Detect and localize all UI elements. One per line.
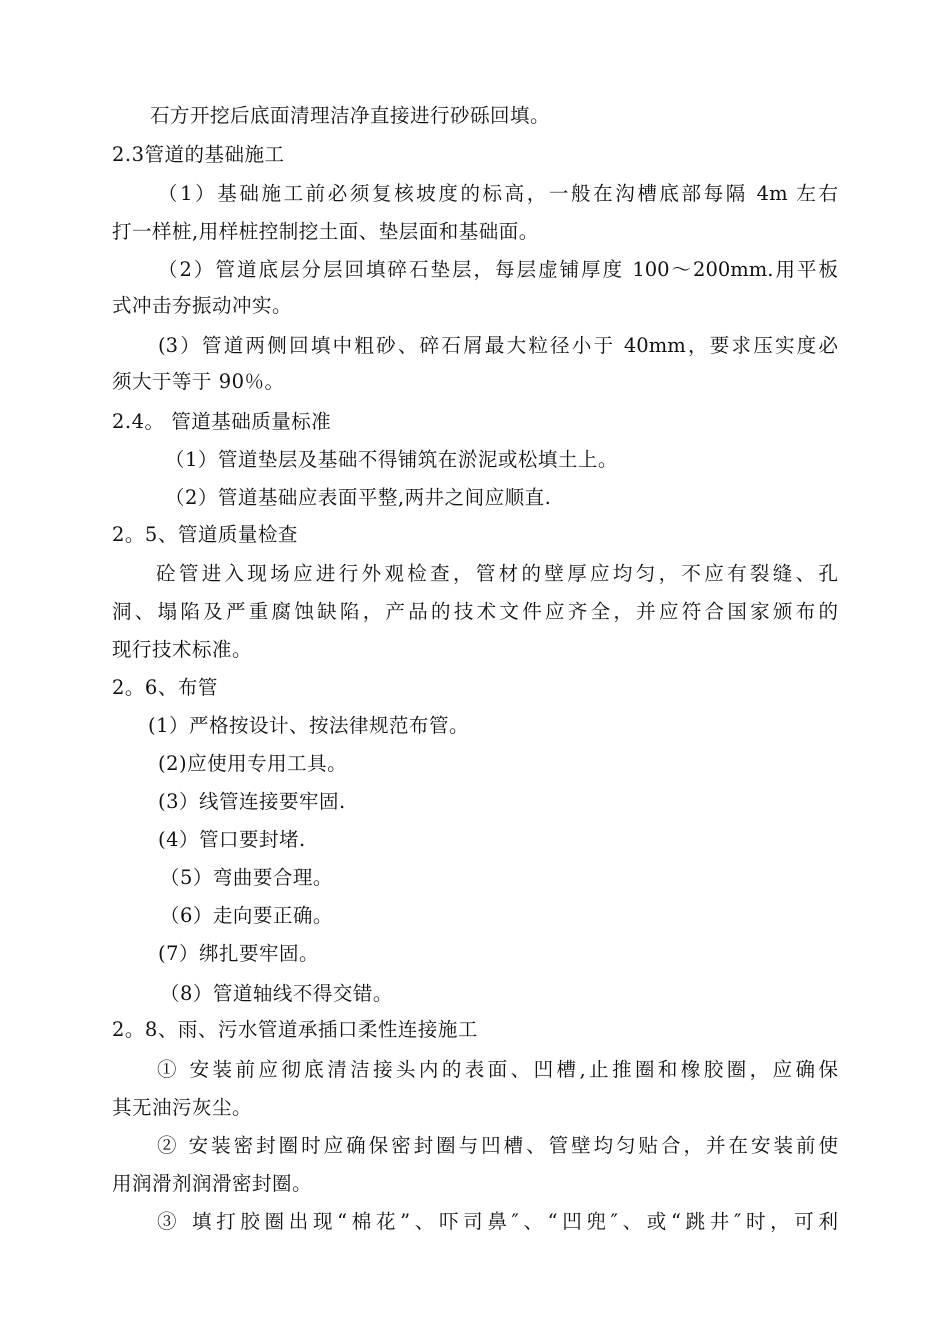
- item-laying-8: （8）管道轴线不得交错。: [160, 982, 393, 1005]
- item-foundation-1-line-1: （1）基础施工前必须复核坡度的标高，一般在沟槽底部每隔 4m 左右: [158, 182, 838, 205]
- paragraph-rock-backfill: 石方开挖后底面清理洁净直接进行砂砾回填。: [150, 104, 551, 127]
- item-foundation-3-line-2: 须大于等于 90％。: [112, 370, 285, 393]
- item-quality-1: （1）管道垫层及基础不得铺筑在淤泥或松填土上。: [165, 448, 618, 471]
- step-1-line-1: ① 安装前应彻底清洁接头内的表面、凹槽,止推圈和橡胶圈，应确保: [157, 1058, 838, 1081]
- item-quality-2: （2）管道基础应表面平整,两井之间应顺直.: [165, 486, 552, 509]
- paragraph-inspection-line-1: 砼管进入现场应进行外观检查，管材的壁厚应均匀，不应有裂缝、孔: [156, 562, 838, 585]
- item-foundation-3-line-1: (3）管道两侧回填中粗砂、碎石屑最大粒径小于 40mm，要求压实度必: [158, 334, 838, 357]
- item-laying-7: (7）绑扎要牢固。: [158, 942, 320, 965]
- heading-2-4: 2.4。 管道基础质量标准: [112, 410, 332, 433]
- item-laying-1: (1）严格按设计、按法律规范布管。: [148, 714, 470, 737]
- step-2-line-1: ② 安装密封圈时应确保密封圈与凹槽、管壁均匀贴合，并在安装前使: [157, 1134, 838, 1157]
- heading-2-8: 2。8、雨、污水管道承插口柔性连接施工: [112, 1018, 478, 1041]
- heading-2-6: 2。6、布管: [112, 676, 218, 699]
- heading-2-3: 2.3管道的基础施工: [112, 143, 285, 166]
- paragraph-inspection-line-2: 洞、塌陷及严重腐蚀缺陷，产品的技术文件应齐全，并应符合国家颁布的: [112, 600, 838, 623]
- step-2-line-2: 用润滑剂润滑密封圈。: [112, 1172, 313, 1195]
- step-3-line-1: ③ 填打胶圈出现“棉花”、吓司鼻″、“凹兜″、或“跳井″时，可利: [157, 1210, 838, 1233]
- item-foundation-2-line-2: 式冲击夯振动冲实。: [112, 294, 293, 317]
- heading-2-5: 2。5、管道质量检查: [112, 523, 298, 546]
- item-laying-5: （5）弯曲要合理。: [160, 866, 333, 889]
- item-laying-2: (2)应使用专用工具。: [158, 752, 348, 775]
- step-1-line-2: 其无油污灰尘。: [112, 1096, 253, 1119]
- item-laying-3: (3）线管连接要牢固.: [158, 790, 346, 813]
- paragraph-inspection-line-3: 现行技术标准。: [112, 638, 253, 661]
- item-laying-4: (4）管口要封堵.: [158, 828, 306, 851]
- item-laying-6: （6）走向要正确。: [160, 904, 333, 927]
- item-foundation-1-line-2: 打一样桩,用样桩控制挖土面、垫层面和基础面。: [112, 220, 539, 243]
- item-foundation-2-line-1: （2）管道底层分层回填碎石垫层，每层虚铺厚度 100～200mm.用平板: [158, 258, 838, 281]
